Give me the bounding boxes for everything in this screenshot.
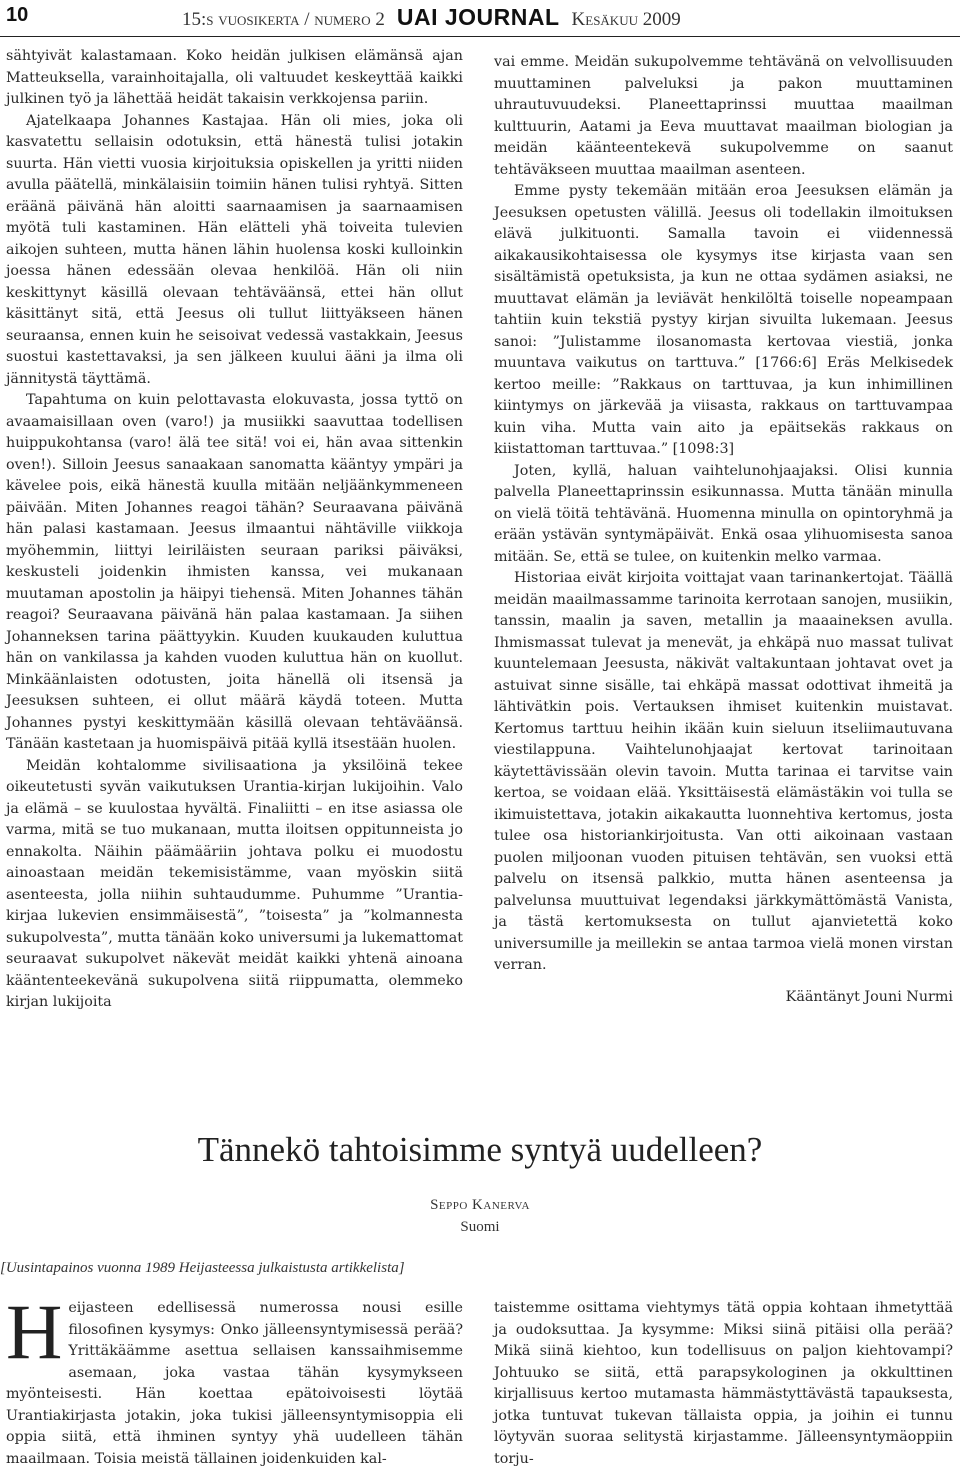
byline — [0, 1194, 960, 1238]
page-header — [0, 0, 960, 40]
paragraph: Joten, kyllä, haluan vaihtelunohjaajaksi. Olisi kunnia palvella Planeettaprinssin esikunnassa. Mutta tänään minulla on vielä töitä tehtävänä. Huomenna minulla on opintoryhmä ja erään ystävän syntymäpäivät. Enkä osaa ylihuomisesta sanoa mitään. Se, että se tulee, on kuitenkin melko varmaa. — [494, 462, 953, 565]
author-location: Suomi — [460, 1219, 500, 1235]
author-name: Seppo Kanerva — [430, 1197, 530, 1213]
article-title: Tännekö tahtoisimme syntyä uudelleen? — [197, 1130, 763, 1169]
article2-right-column — [494, 1298, 953, 1470]
paragraph: Historiaa eivät kirjoita voittajat vaan tarinankertojat. Täällä meidän maailmassamme tarinoita kerrotaan sanojen, musiikin, tanssin, maalin ja saven, metallin ja maaaineksen avulla. Ihmismassat tulevat ja menevät, ja ehkäpä nuo massat tulivat kuuntelemaan Jeesusta, näkivät valtakuntaan johtavat ovet ja astuivat sinne sisälle, tai ehkäpä massat odottivat ihmeitä ja lähtivätkin pois. Vertauksen ihmiset kuitenkin muistavat. Kertomus tarttuu heihin ikään kuin sieluun itseliimautuvana viestilappuna. Vaihtelunohjaajat kertovat tarinoitaan käytettävissään olevin tavoin. Mutta tarinaa ei tarvitse vain kertoa, se voidaan elää. Yksittäisestä elämästäkin voi tulla se ikimuistettava, jotakin aikakautta luonnehtiva kertomus, josta tulee osa historiankirjoitusta. Van otti aikoinaan vastaan puolen miljoonan vuoden pituisen tehtävän, sen vuoksi että palvelu on itsensä palkkio, mutta hänen asenteensa ja palvelunsa muuttuivat legendaksi järkkymättömästä Vanista, ja tästä kertomuksesta on tullut ajanvietettä koko universumille ja meillekin se antaa tarmoa vielä monen virstan verran. — [494, 570, 953, 973]
paragraph-text: eijasteen edellisessä numerossa nousi esille filosofinen kysymys: Onko jälleensyntymisessä perää? Yrittäkäämme asettua sellaisen kanssaihmisemme asemaan, joka vastaa tähän kysymykseen myönteisesti. Hän koettaa epätoivoisesti löytää Urantiakirjasta jotakin, joka tukisi jälleensyntymisoppia eli oppia siitä, että ihminen syntyy yhä uudelleen tähän maailmaan. Toisia meistä tällainen joidenkuiden kal- — [6, 1300, 463, 1467]
header-issue: 15:s vuosikerta / numero 2 — [182, 9, 385, 30]
article2-left-column — [6, 1288, 463, 1470]
article1-left-column — [6, 46, 463, 1014]
paragraph: vai emme. Meidän sukupolvemme tehtävänä on velvollisuuden muuttaminen palveluksi ja pakon muuttaminen uhrautuvuudeksi. Planeettaprinssi muuttaa maailman kulttuurin, Aatami ja Eeva muuttavat maailman biologian ja meidän käänteentekevä sukupolvemme on saanut tehtäväkseen muuttaa maailman asenteen. — [494, 54, 953, 178]
page-number: 10 — [6, 4, 29, 26]
header-rule — [0, 36, 960, 37]
header-issue-line — [182, 4, 681, 31]
paragraph: Ajatelkaapa Johannes Kastajaa. Hän oli mies, joka oli kasvatettu sellaisin odotuksin, että hänestä tulisi jotakin suurta. Hän vietti vuosia kirjoituksia opiskellen ja yritti niiden avulla päätellä, minkälaisiin toimiin hänen tulisi ryhtyä. Sitten eräänä päivänä hän aloitti saarnaamisen ja saarnaamisen myötä tuli kastaminen. Hän elätteli yhä toiveita tulevien aikojen suhteen, mutta hänen lähin huolensa koski kulloinkin joessa hänen edessään olevaa henkilöä. Hän oli niin keskittynyt käsillä olevaan tehtäväänsä, ettei hän ollut käsittänyt sitä, että Jeesus oli tullut liittyäkseen hänen seuraansa, ennen kuin he seisoivat vedessä vastakkain, Jeesus suostui kastettavaksi, ja sen jälkeen kuului ääni ja ilma oli jännitystä täyttämä. — [6, 112, 463, 387]
header-date: Kesäkuu 2009 — [571, 9, 681, 30]
reprint-note: [Uusintapainos vuonna 1989 Heijasteessa julkaistusta artikkelista] — [0, 1260, 405, 1276]
paragraph — [6, 1288, 463, 1470]
article1-right-column — [494, 52, 953, 1008]
paragraph: taistemme osittama viehtymys tätä oppia kohtaan ihmetyttää ja oudoksuttaa. Ja kysymme: Miksi siinä pitäisi olla perää? Mikä siinä kiehtoo, kun todellisuus on paljon kiehtovampi? Johtuuko se siitä, että parapsykologinen ja okkulttinen kirjallisuus kertoo mutamasta hämmästyttävästä tapauksesta, jotka tuntuvat tukevan tällaista oppia, ja joihin ei tunnu löytyvän suoraa selitystä kirjastamme. Jälleensyntymäoppiin torju- — [494, 1300, 953, 1467]
paragraph: sähtyivät kalastamaan. Koko heidän julkisen elämänsä ajan Matteuksella, varainhoitajalla, oli valtuudet keskeyttää kaikki julkinen työ ja lähettää heidät takaisin verkkojensa pariin. — [6, 48, 463, 107]
journal-name: UAI JOURNAL — [396, 4, 560, 30]
paragraph: Meidän kohtalomme sivilisaationa ja yksilöinä tekee oikeutetusti syvän vaikutuksen Urantia-kirjan lukijoihin. Valo ja elämä – se kuulostaa hyvältä. Finaliitti – en itse asiassa ole varma, mitä se tuo mukanaan, mutta iloitsen oppitunneista jo ennakolta. Näihin päämääriin johtava polku ei muodostu ainoastaan meidän tekemisistämme, vaan myöskin siitä asenteesta, jolla niihin suhtaudumme. Puhumme ”Urantia-kirjaa lukevien ensimmäisestä”, ”toisesta” ja ”kolmannesta sukupolvesta”, mutta tänään koko universumi ja lukemattomat seuraavat sukupolvet näkevät meidät kaikki yhtenä ainoana kääntenteekevänä sukupolvena siitä riippumatta, olemmeko kirjan lukijoita — [6, 757, 463, 1010]
drop-cap: H — [6, 1288, 63, 1375]
paragraph: Tapahtuma on kuin pelottavasta elokuvasta, jossa tyttö on avaamaisillaan oven (varo!) ja musiikki saavuttaa todellisen huippukohtansa (varo! älä tee sitä! voi ei, hän avaa sittenkin oven!). Silloin Jeesus sanaakaan sanomatta kääntyy ympäri ja kävelee pois, eikä hänestä kuulla mitään neljäänkymmeneen päivään. Miten Johannes reagoi tähän? Seuraavana päivänä hän palasi kastamaan. Jeesus ilmaantui nähtäville viikkoja myöhemmin, liittyi leiriläisten seuraan pariksi päiväksi, keskusteli joidenkin ihmisten kanssa, vei mukanaan muutaman apostolin ja häipyi tiehensä. Miten Johannes tähän reagoi? Seuraavana päivänä hän palaa kastamaan. Ja siihen Johanneksen tarina päättyykin. Kuuden kuukauden kuluttua hän on vankilassa ja kahden vuoden kuluttua hän on kuollut. Minkäänlaisten odotusten, joita hänellä oli itsensä ja Jeesuksen suhteen, ei ollut määrä käydä toteen. Mutta Johannes pystyi keskittymään käsillä olevaan tehtäväänsä. Tänään kastetaan ja huomispäivä pitää kyllä itsestään huolen. — [6, 392, 463, 752]
paragraph: Emme pysty tekemään mitään eroa Jeesuksen elämän ja Jeesuksen opetusten välillä. Jeesus oli todellakin ilmoituksen elävä julkituonti. Samalla tavoin ei viidennessä aikakausikohtaisessa ole kysymys itse kirjasta vaan sen sisältämistä opetuksista, ja kun ne ottaa sydämen asiaksi, ne muuttavat elämän ja leviävät henkilöltä toiselle nopeampaan tahtiin kuin tekstiä pystyy kirjan sivuilta lukemaan. Jeesus sanoi: ”Julistamme ilosanomasta kertovaa viestiä, jonka muuntava vaikutus on tarttuva.” [1766:6] Eräs Melkisedek kertoo meille: ”Rakkaus on tarttuvaa, ja kun inhimillinen kiintymys on järkevää ja viisasta, rakkaus on tarttuvampaa kuin viha. Mutta vain aito ja epäitsekäs rakkaus on kiistattoman tarttuvaa.” [1098:3] — [494, 183, 953, 457]
translator-credit: Kääntänyt Jouni Nurmi — [785, 988, 953, 1005]
